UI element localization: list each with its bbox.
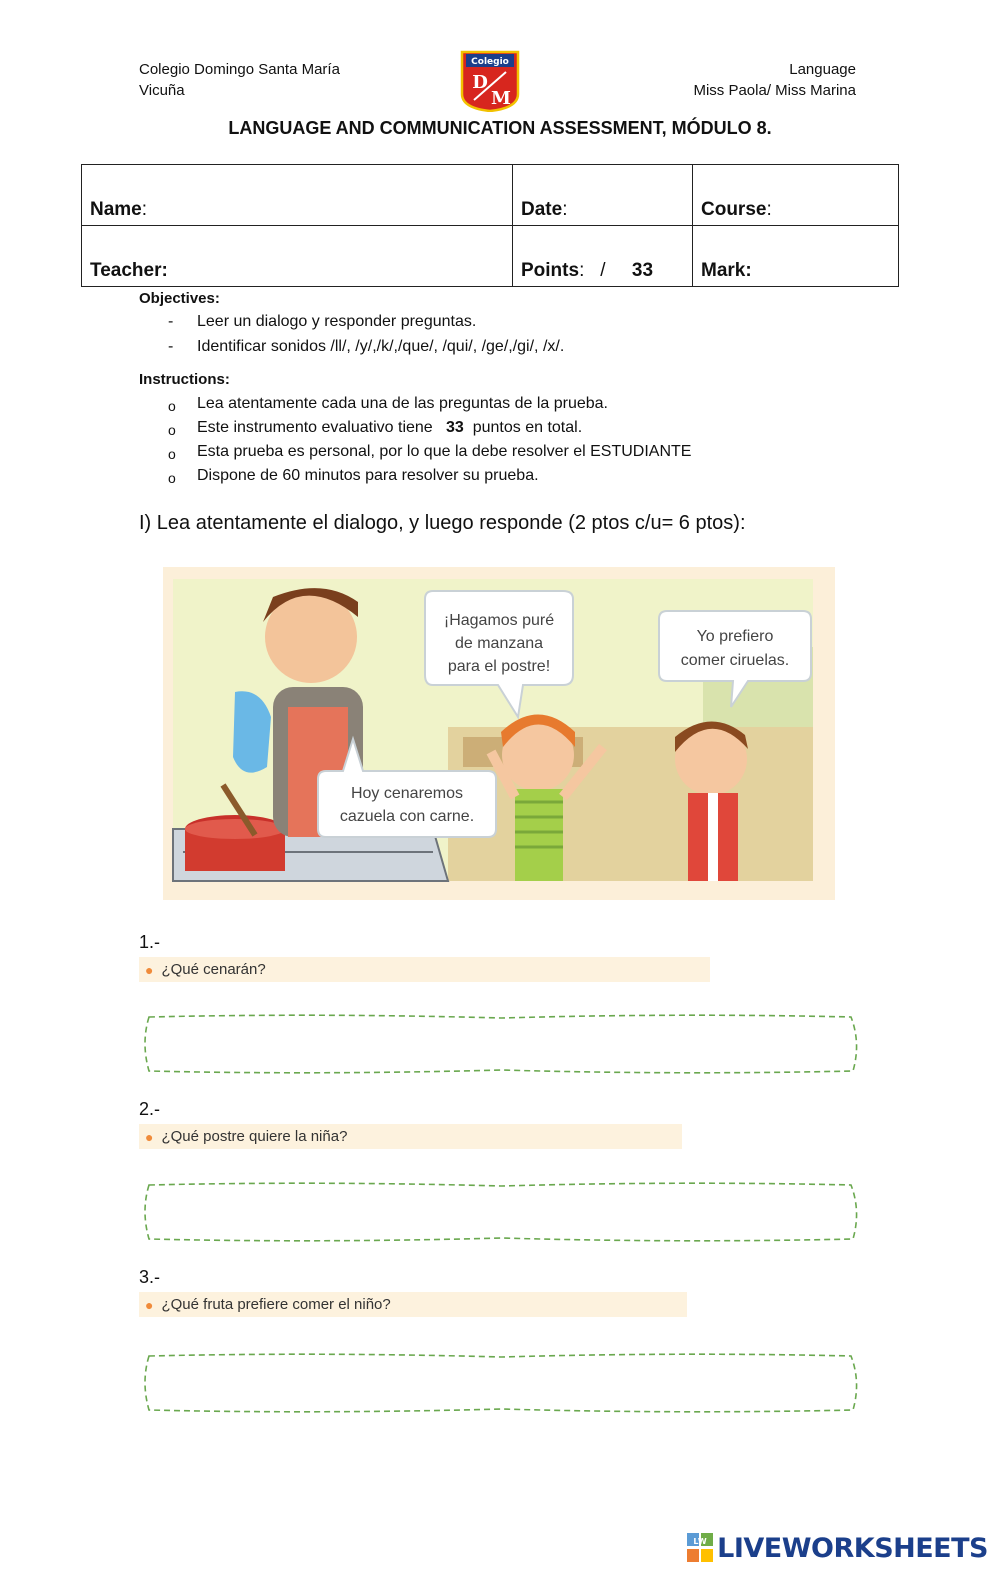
teacher-cell[interactable]: Teacher: bbox=[82, 226, 513, 287]
date-cell[interactable]: Date: bbox=[513, 165, 693, 226]
bubble-girl-line: para el postre! bbox=[447, 658, 551, 675]
answer-box[interactable] bbox=[139, 1013, 863, 1075]
school-name: Colegio Domingo Santa María Vicuña bbox=[139, 61, 340, 99]
student-info-table bbox=[81, 164, 899, 287]
section-title: I) Lea atentamente el dialogo, y luego responde (2 ptos c/u= 6 ptos): bbox=[139, 512, 746, 534]
dialogue-illustration bbox=[163, 567, 835, 900]
answer-box[interactable] bbox=[139, 1352, 863, 1414]
objective-dash: - bbox=[168, 313, 174, 330]
instructions-heading: Instructions: bbox=[139, 371, 230, 388]
objective-item: Identificar sonidos /ll/, /y/,/k/,/que/, /qui/, /ge/,/gi/, /x/. bbox=[197, 338, 565, 355]
question-prompt: ● ¿Qué fruta prefiere comer el niño? bbox=[139, 1292, 687, 1317]
bullet-icon: ● bbox=[145, 1128, 154, 1145]
bullet-icon: o bbox=[168, 446, 176, 462]
school-logo bbox=[460, 50, 520, 112]
answer-box[interactable] bbox=[139, 1181, 863, 1243]
subject-info: Language Miss Paola/ Miss Marina bbox=[693, 61, 856, 99]
bullet-icon: o bbox=[168, 398, 176, 414]
objective-item: Leer un dialogo y responder preguntas. bbox=[197, 313, 477, 330]
liveworksheets-brand: LIVEWORKSHEETS bbox=[717, 1532, 988, 1564]
bubble-boy-line: comer ciruelas. bbox=[680, 652, 790, 669]
svg-text:LW: LW bbox=[693, 1537, 707, 1546]
instruction-item: Dispone de 60 minutos para resolver su prueba. bbox=[197, 467, 539, 484]
logo-letter-d: D bbox=[472, 72, 488, 93]
bullet-icon: o bbox=[168, 422, 176, 438]
instruction-item: Esta prueba es personal, por lo que la debe resolver el ESTUDIANTE bbox=[197, 443, 692, 460]
objective-dash: - bbox=[168, 338, 174, 355]
bubble-girl-line: ¡Hagamos puré bbox=[443, 612, 555, 629]
bullet-icon: o bbox=[168, 470, 176, 486]
question-prompt: ● ¿Qué postre quiere la niña? bbox=[139, 1124, 682, 1149]
bullet-icon: ● bbox=[145, 961, 154, 978]
bubble-girl-line: de manzana bbox=[454, 635, 544, 652]
points-cell[interactable]: Points: / 33 bbox=[513, 226, 693, 287]
question-prompt: ● ¿Qué cenarán? bbox=[139, 957, 710, 982]
name-cell[interactable]: Name: bbox=[82, 165, 513, 226]
bullet-icon: ● bbox=[145, 1296, 154, 1313]
question-number: 2.- bbox=[139, 1099, 161, 1119]
page-title: LANGUAGE AND COMMUNICATION ASSESSMENT, MÓDULO 8. bbox=[228, 118, 772, 138]
bubble-boy-line: Yo prefiero bbox=[696, 628, 774, 645]
mark-cell[interactable]: Mark: bbox=[693, 226, 899, 287]
bubble-dad-line: Hoy cenaremos bbox=[350, 785, 464, 802]
course-cell[interactable]: Course: bbox=[693, 165, 899, 226]
liveworksheets-icon bbox=[687, 1533, 713, 1563]
question-number: 3.- bbox=[139, 1267, 161, 1287]
logo-letter-m: M bbox=[491, 88, 511, 109]
question-number: 1.- bbox=[139, 932, 161, 952]
instruction-item: Lea atentamente cada una de las preguntas de la prueba. bbox=[197, 395, 608, 412]
objectives-heading: Objectives: bbox=[139, 290, 220, 307]
logo-text-top: Colegio bbox=[471, 57, 509, 67]
bubble-dad-line: cazuela con carne. bbox=[339, 808, 475, 825]
instruction-item: Este instrumento evaluativo tiene 33 puntos en total. bbox=[197, 419, 583, 436]
liveworksheets-logo bbox=[687, 1530, 988, 1566]
